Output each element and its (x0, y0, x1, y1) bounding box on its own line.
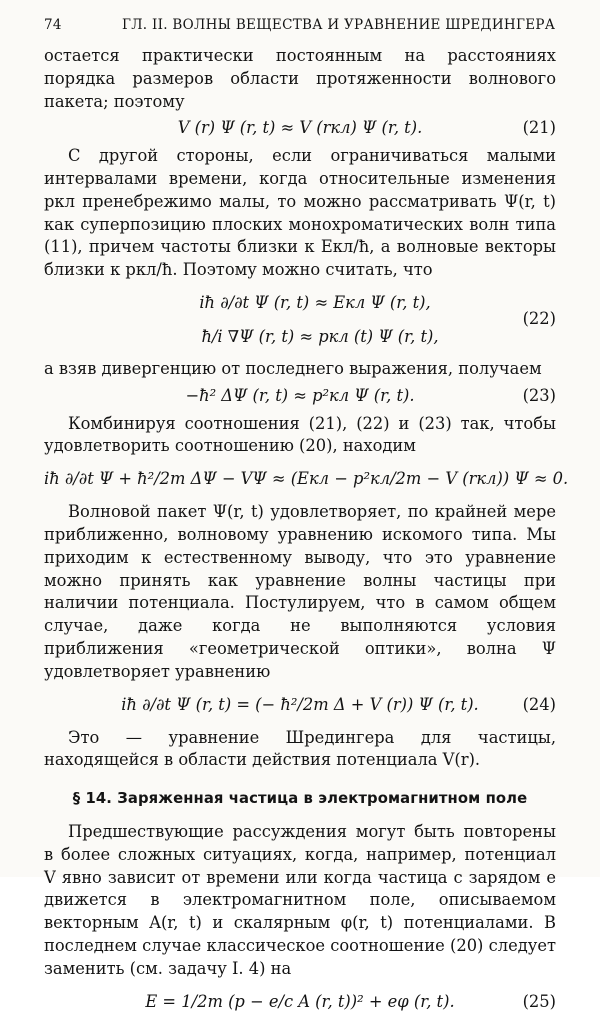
equation-21-number: (21) (522, 118, 556, 138)
paragraph-6: Это — уравнение Шредингера для частицы, находящейся в области действия потенциала V(r). (44, 727, 556, 770)
equation-23-text: −ħ² ΔΨ (r, t) ≈ p²кл Ψ (r, t). (185, 385, 415, 405)
paragraph-4: Комбинируя соотношения (21), (22) и (23) так, чтобы удовлетворить соотношению (20), находим (44, 413, 556, 456)
paragraph-3: а взяв дивергенцию от последнего выражения, получаем (44, 358, 542, 378)
equation-24 (44, 688, 556, 722)
equation-23 (44, 385, 556, 408)
equation-21 (44, 117, 556, 140)
equation-22-line-2: ħ/i ∇Ψ (r, t) ≈ pкл (t) Ψ (r, t), (201, 326, 439, 346)
equation-combined (44, 462, 569, 496)
equation-25-text: E = 1/2m (p − e/c A (r, t))² + eφ (r, t). (145, 991, 455, 1011)
equation-25-number: (25) (522, 991, 556, 1011)
equation-25 (44, 985, 556, 1019)
paragraph-5: Волновой пакет Ψ(r, t) удовлетворяет, по крайней мере приближенно, волновому уравнению искомого типа. Мы приходим к естественному выводу, что это уравнение можно принять как уравнение волны частицы при наличии потенциала. Постулируем, что в самом общем случае, даже когда не выполняются условия приближения «геометрической оптики», волна Ψ удовлетворяет уравнению (44, 502, 556, 681)
equation-21-text: V (r) Ψ (r, t) ≈ V (rкл) Ψ (r, t). (177, 118, 423, 138)
equation-22 (44, 286, 556, 354)
equation-22-number: (22) (522, 308, 556, 328)
paragraph-2: С другой стороны, если ограничиваться малыми интервалами времени, когда относительные изменения pкл пренебрежимо малы, то можно рассматривать Ψ(r, t) как суперпозицию плоских монохроматических волн типа (11), причем частоты близки к Eкл/ħ, а волновые векторы близки к pкл/ħ. Поэтому можно считать, что (44, 146, 556, 280)
page-header (44, 14, 556, 38)
equation-24-number: (24) (522, 694, 556, 714)
paragraph-1: остается практически постоянным на расстояниях порядка размеров области протяженности волнового пакета; поэтому (44, 46, 556, 111)
equation-23-number: (23) (522, 385, 556, 405)
equation-24-text: iħ ∂/∂t Ψ (r, t) = (− ħ²/2m Δ + V (r)) Ψ (r, t). (121, 694, 479, 714)
equation-combined-text: iħ ∂/∂t Ψ + ħ²/2m ΔΨ − VΨ ≈ (Eкл − p²кл/2m − V (rкл)) Ψ ≈ 0. (44, 469, 569, 489)
paragraph-7: Предшествующие рассуждения могут быть повторены в более сложных ситуациях, когда, например, потенциал V явно зависит от времени или когда частица с зарядом e движется в электромагнитном поле, описываемом векторным A(r, t) и скалярным φ(r, t) потенциалами. В последнем случае классическое соотношение (20) следует заменить (см. задачу I. 4) на (44, 821, 556, 978)
section-heading: § 14. Заряженная частица в электромагнитном поле (72, 790, 528, 808)
equation-22-line-1: iħ ∂/∂t Ψ (r, t) ≈ Eкл Ψ (r, t), (199, 292, 431, 312)
page-number: 74 (44, 17, 62, 33)
running-title: ГЛ. II. ВОЛНЫ ВЕЩЕСТВА И УРАВНЕНИЕ ШРЕДИНГЕРА (122, 17, 556, 33)
